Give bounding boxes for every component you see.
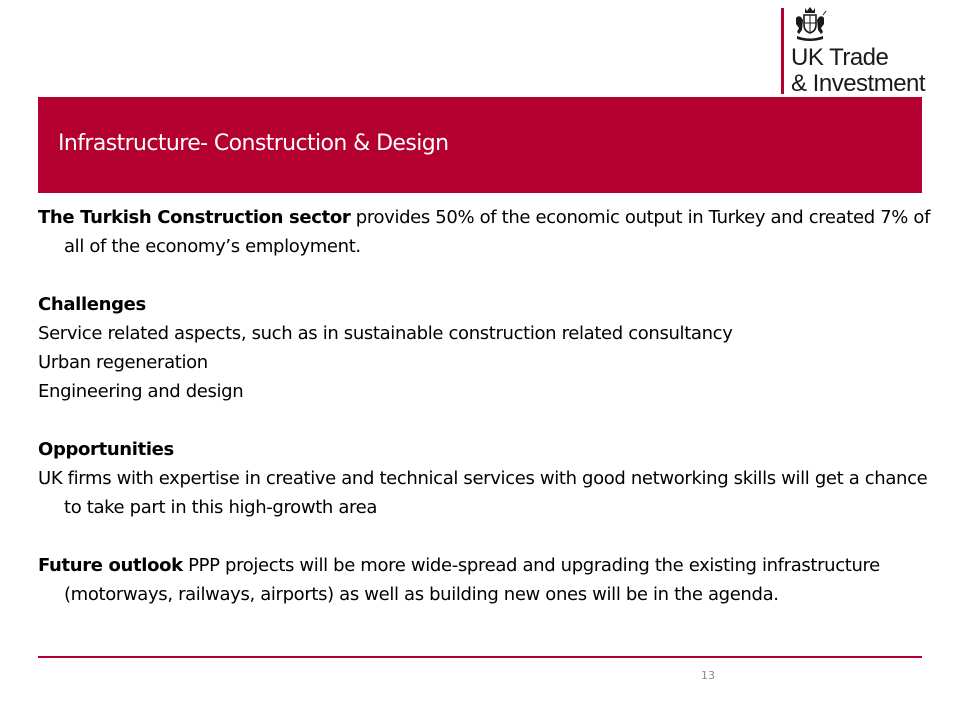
outlook-bold-lead: Future outlook [38,555,183,576]
title-banner [38,97,922,193]
royal-coat-of-arms-icon [793,6,827,42]
intro-text: provides 50% of the economic output in Turkey and created 7% of all of the economy’s employment. [64,207,931,257]
intro-bold-lead: The Turkish Construction sector [38,207,351,228]
opportunities-heading: Opportunities [38,439,174,460]
opportunities-text: UK firms with expertise in creative and technical services with good networking skills will get a chance to take part in this high-growth area [38,468,928,518]
challenge-item: Service related aspects, such as in sustainable construction related consultancy [38,323,733,344]
challenge-item: Urban regeneration [38,352,208,373]
footer-divider [38,656,922,658]
page-number: 13 [701,669,715,682]
slide-body [38,203,938,609]
logo-divider [781,8,784,94]
uk-trade-investment-logo [781,6,926,97]
outlook-paragraph [38,551,938,609]
slide-title: Infrastructure- Construction & Design [58,131,449,156]
intro-paragraph [38,203,938,261]
challenges-heading: Challenges [38,294,146,315]
logo-text-line1: UK Trade [791,44,889,71]
logo-text-line2: & Investment [791,70,926,97]
outlook-text: PPP projects will be more wide-spread and upgrading the existing infrastructure (motorways, railways, airports) as well as building new ones will be in the agenda. [64,555,880,605]
challenge-item: Engineering and design [38,381,244,402]
